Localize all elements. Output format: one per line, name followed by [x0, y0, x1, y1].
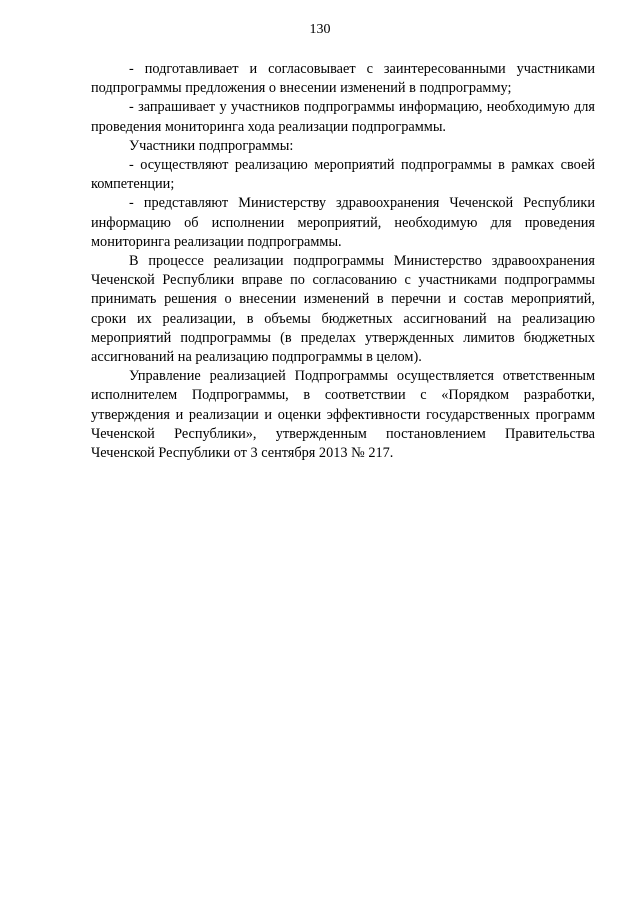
paragraph-request-information: - запрашивает у участников подпрограммы информацию, необходимую для проведения мониторинга хода реализации подпрограммы.: [91, 99, 595, 135]
paragraph-management: Управление реализацией Подпрограммы осуществляется ответственным исполнителем Подпрограммы, в соответствии с «Порядком разработки, утверждения и реализации и оценки эффективности государственных программ Чеченской Республики», утвержденным постановлением Правительства Чеченской Республики от 3 сентября 2013 № 217.: [91, 368, 595, 462]
body-text: [91, 60, 595, 463]
paragraph-ministry-changes: В процессе реализации подпрограммы Министерство здравоохранения Чеченской Республики вправе по согласованию с участниками подпрограммы принимать решения о внесении изменений в перечни и состав мероприятий, сроки их реализации, в объемы бюджетных ассигнований на реализацию мероприятий подпрограммы (в пределах утвержденных лимитов бюджетных ассигнований на реализацию подпрограммы в целом).: [91, 253, 595, 366]
page-number: 130: [309, 22, 331, 37]
paragraph-submit-information: - представляют Министерству здравоохранения Чеченской Республики информацию об исполнении мероприятий, необходимую для проведения мониторинга реализации подпрограммы.: [91, 195, 595, 250]
paragraph-participants-heading: Участники подпрограммы:: [129, 137, 294, 154]
paragraph-coordinate-proposals: - подготавливает и согласовывает с заинтересованными участниками подпрограммы предложения о внесении изменений в подпрограмму;: [91, 61, 595, 97]
paragraph-implement-activities: - осуществляют реализацию мероприятий подпрограммы в рамках своей компетенции;: [91, 157, 595, 193]
